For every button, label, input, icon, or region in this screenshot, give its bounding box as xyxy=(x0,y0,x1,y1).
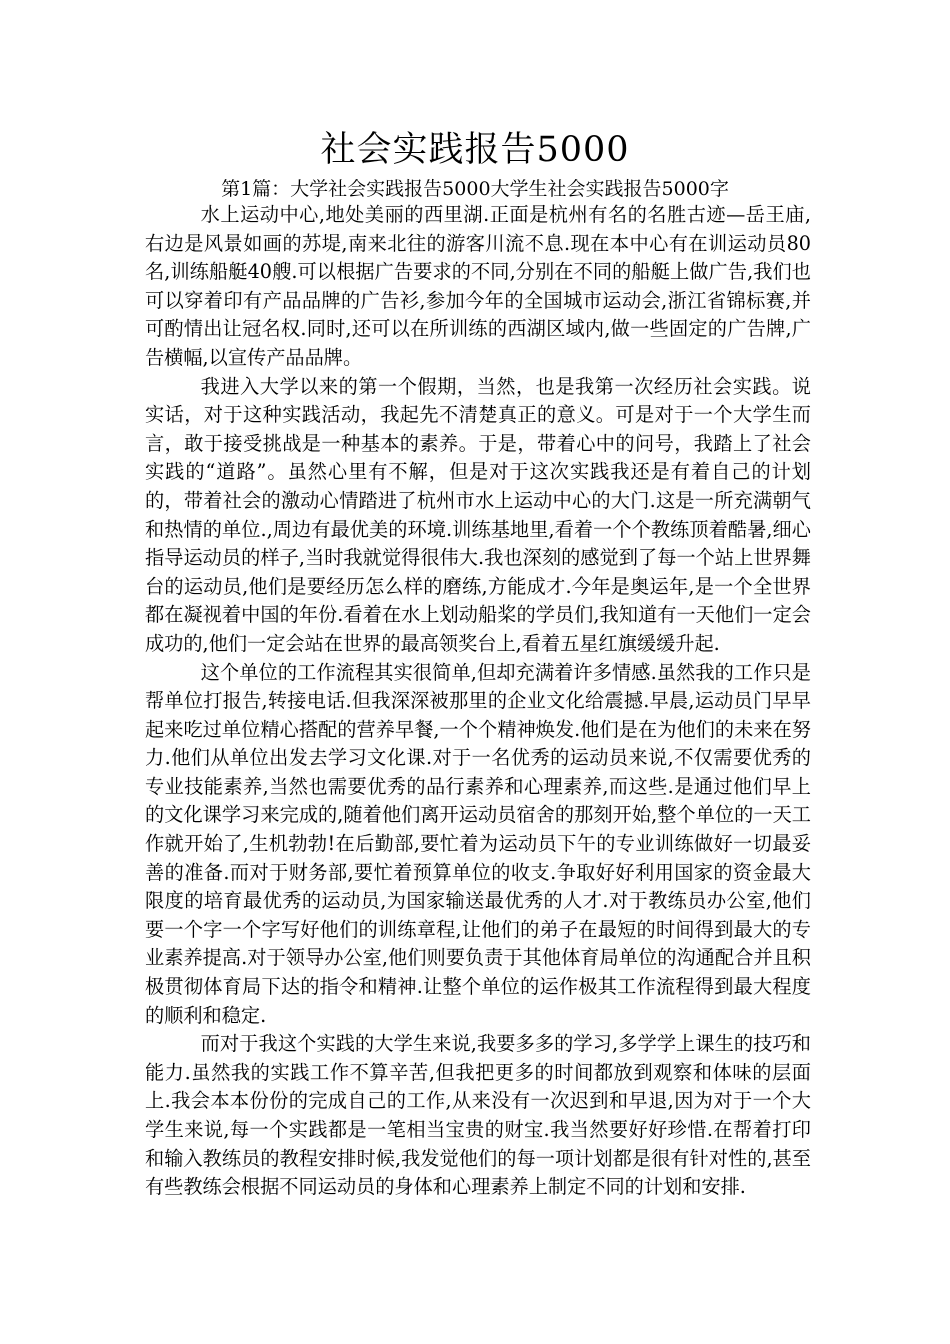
paragraph: 水上运动中心,地处美丽的西里湖.正面是杭州有名的名胜古迹—岳王庙,右边是风景如画的苏堤,南来北往的游客川流不息.现在本中心有在训运动员80名,训练船艇40艘.可以根据广告要求的不同,分别在不同的船艇上做广告,我们也可以穿着印有产品品牌的广告衫,参加今年的全国城市运动会,浙江省锦标赛,并可酌情出让冠名权.同时,还可以在所训练的西湖区域内,做一些固定的广告牌,广告横幅,以宣传产品品牌。 xyxy=(145,203,811,369)
paragraph: 这个单位的工作流程其实很简单,但却充满着许多情感.虽然我的工作只是帮单位打报告,转接电话.但我深深被那里的企业文化给震撼.早晨,运动员门早早起来吃过单位精心搭配的营养早餐,一个个精神焕发.他们是在为他们的未来在努力.他们从单位出发去学习文化课.对于一名优秀的运动员来说,不仅需要优秀的专业技能素养,当然也需要优秀的品行素养和心理素养,而这些.是通过他们早上的文化课学习来完成的,随着他们离开运动员宿舍的那刻开始,整个单位的一天工作就开始了,生机勃勃!在后勤部,要忙着为运动员下午的专业训练做好一切最妥善的准备.而对于财务部,要忙着预算单位的收支.争取好好利用国家的资金最大限度的培育最优秀的运动员,为国家输送最优秀的人才.对于教练员办公室,他们要一个字一个字写好他们的训练章程,让他们的弟子在最短的时间得到最大的专业素养提高.对于领导办公室,他们则要负责于其他体育局单位的沟通配合并且积极贯彻体育局下达的指令和精神.让整个单位的运作极其工作流程得到最大程度的顺利和稳定. xyxy=(145,660,811,1027)
document-body xyxy=(145,201,811,1202)
paragraph: 而对于我这个实践的大学生来说,我要多多的学习,多学学上课生的技巧和能力.虽然我的实践工作不算辛苦,但我把更多的时间都放到观察和体味的层面上.我会本本份份的完成自己的工作,从来没有一次迟到和早退,因为对于一个大学生来说,每一个实践都是一笔相当宝贵的财宝.我当然要好好珍惜.在帮着打印和输入教练员的教程安排时候,我发觉他们的每一项计划都是很有针对性的,甚至有些教练会根据不同运动员的身体和心理素养上制定不同的计划和安排. xyxy=(145,1032,811,1199)
paragraph: 我进入大学以来的第一个假期，当然，也是我第一次经历社会实践。说实话，对于这种实践活动，我起先不清楚真正的意义。可是对于一个大学生而言，敢于接受挑战是一种基本的素养。于是，带着心中的问号，我踏上了社会实践的“道路”。虽然心里有不解，但是对于这次实践我还是有着自己的计划的，带着社会的激动心情踏进了杭州市水上运动中心的大门.这是一所充满朝气和热情的单位.,周边有最优美的环境.训练基地里,看着一个个教练顶着酷暑,细心指导运动员的样子,当时我就觉得很伟大.我也深刻的感觉到了每一个站上世界舞台的运动员,他们是要经历怎么样的磨练,方能成才.今年是奥运年,是一个全世界都在凝视着中国的年份.看着在水上划动船桨的学员们,我知道有一天他们一定会成功的,他们一定会站在世界的最高领奖台上,看着五星红旗缓缓升起. xyxy=(145,374,811,655)
document-title: 社会实践报告5000 xyxy=(320,130,630,170)
document-subtitle: 第1篇：大学社会实践报告5000大学生社会实践报告5000字 xyxy=(221,178,729,200)
